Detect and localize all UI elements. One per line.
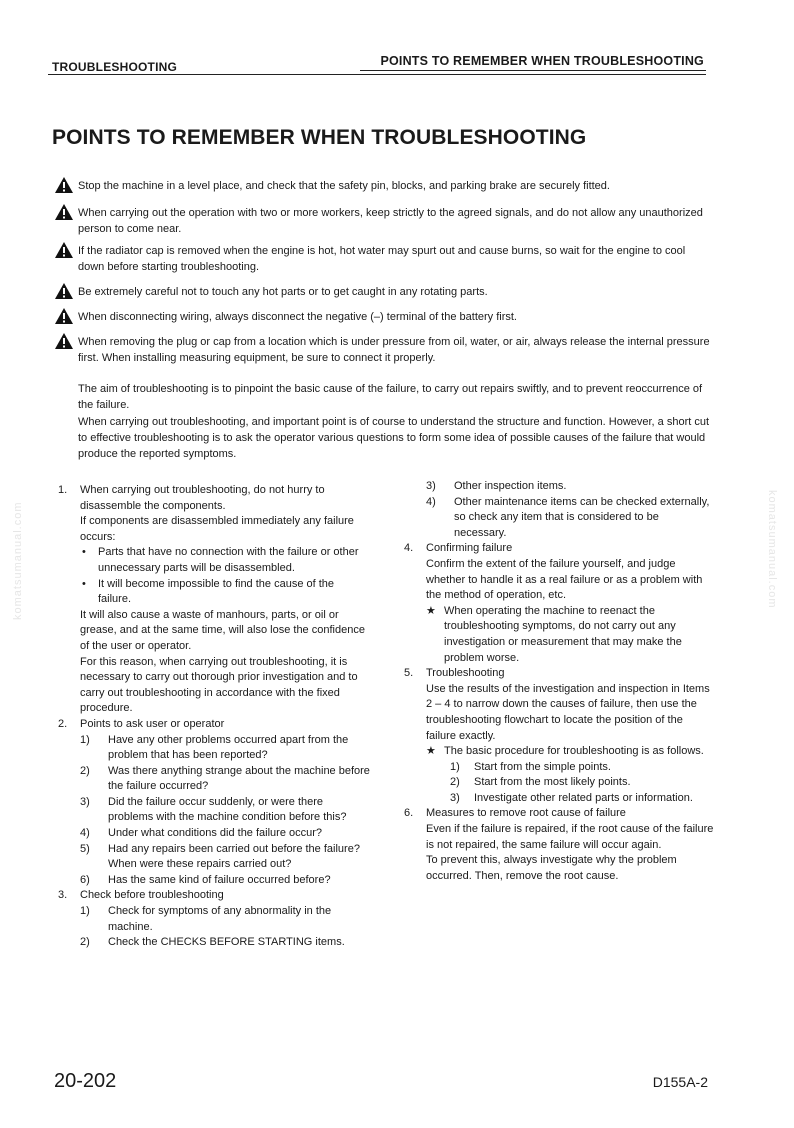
note-text: When operating the machine to reenact the troubleshooting symptoms, do not carry out any investigation or measurement that may make the problem worse. — [444, 604, 682, 664]
section-title-text: Troubleshooting — [426, 667, 505, 680]
warning-item — [54, 243, 714, 275]
section-4-title — [404, 541, 714, 557]
section-title-text: Check before troubleshooting — [80, 889, 224, 902]
list-item — [58, 857, 370, 873]
warning-icon — [54, 241, 74, 259]
list-item — [404, 760, 714, 776]
section-number: 2. — [58, 717, 68, 730]
section-5-text: Use the results of the investigation and inspection in Items 2 – 4 to narrow down the causes of failure, then use the troubleshooting flowchart to locate the position of the failure exactly. — [426, 682, 710, 742]
item-text: Under what conditions did the failure occur? — [108, 827, 323, 840]
star-icon: ★ — [426, 745, 436, 758]
list-item — [58, 935, 370, 951]
warning-text: If the radiator cap is removed when the engine is hot, hot water may spurt out and cause burns, so wait for the engine to cool down before starting troubleshooting. — [78, 245, 686, 273]
warning-item — [54, 334, 714, 366]
section-title-text: Measures to remove root cause of failure — [426, 807, 626, 820]
list-item — [404, 775, 714, 791]
warning-item — [54, 178, 714, 194]
item-number: 1) — [80, 733, 90, 746]
section-title-text: When carrying out troubleshooting, do not hurry to disassemble the components. — [80, 484, 325, 512]
section-6-title — [404, 806, 714, 822]
bullet-icon: • — [82, 577, 86, 590]
page-title: POINTS TO REMEMBER WHEN TROUBLESHOOTING — [52, 126, 587, 149]
item-text: Start from the most likely points. — [474, 776, 631, 789]
warning-icon — [54, 332, 74, 350]
header-topic: POINTS TO REMEMBER WHEN TROUBLESHOOTING — [380, 54, 704, 68]
section-number: 5. — [404, 667, 414, 680]
section-number: 3. — [58, 889, 68, 902]
list-item — [58, 733, 370, 764]
list-item — [58, 795, 370, 826]
bullet-item — [58, 545, 370, 576]
section-title-text: Confirming failure — [426, 542, 513, 555]
watermark-left: komatsumanual.com — [12, 501, 24, 620]
item-number: 1) — [80, 905, 90, 918]
bullet-icon: • — [82, 546, 86, 559]
warning-text: When carrying out the operation with two or more workers, keep strictly to the agreed signals, and do not allow any unauthorized person to come near. — [78, 207, 703, 235]
item-text: Other maintenance items can be checked externally, so check any item that is considered to be necessary. — [454, 495, 710, 539]
header-section: TROUBLESHOOTING — [52, 60, 177, 74]
item-text: Check for symptoms of any abnormality in the machine. — [108, 905, 332, 933]
item-number: 5) — [80, 842, 90, 855]
item-number: 3) — [450, 791, 460, 804]
list-item — [58, 764, 370, 795]
item-number: 4) — [80, 827, 90, 840]
item-text: Was there anything strange about the machine before the failure occurred? — [108, 764, 370, 793]
warning-text: When removing the plug or cap from a location which is under pressure from oil, water, or air, always release the internal pressure first. When installing measuring equipment, be sure to connect it properly. — [78, 336, 710, 364]
item-number: 3) — [80, 795, 90, 808]
warning-icon — [54, 176, 74, 194]
section-4-text: Confirm the extent of the failure yourself, and judge whether to handle it as a real failure or as a problem with the method of operation, etc. — [426, 557, 703, 602]
warning-icon — [54, 203, 74, 221]
list-item — [58, 873, 370, 889]
item-text: Did the failure occur suddenly, or were there problems with the machine condition before this? — [108, 795, 347, 824]
note-item — [404, 604, 714, 666]
left-column — [58, 483, 370, 951]
section-3-title — [58, 888, 370, 904]
section-5-title — [404, 666, 714, 682]
section-1-text-2: It will also cause a waste of manhours, parts, or oil or grease, and at the same time, will also lose the confidence of the user or operator. — [80, 608, 365, 652]
note-text: The basic procedure for troubleshooting is as follows. — [444, 745, 704, 758]
warning-text: Be extremely careful not to touch any hot parts or to get caught in any rotating parts. — [78, 286, 488, 298]
section-1-text: If components are disassembled immediately any failure occurs: — [80, 515, 354, 543]
item-text: Has the same kind of failure occurred before? — [108, 873, 331, 886]
section-6-text: Even if the failure is repaired, if the root cause of the failure is not repaired, the same failure will occur again. — [426, 823, 714, 851]
item-number: 6) — [80, 873, 90, 886]
right-column — [404, 479, 714, 884]
section-number: 6. — [404, 807, 414, 820]
section-6-text-2: To prevent this, always investigate why the problem occurred. Then, remove the root cause. — [426, 854, 677, 882]
header-rule-upper — [360, 70, 706, 71]
item-text: Investigate other related parts or information. — [474, 791, 693, 804]
warning-item — [54, 309, 714, 325]
warning-icon — [54, 282, 74, 300]
list-item — [58, 826, 370, 842]
section-1-title — [58, 483, 370, 514]
intro-paragraph: When carrying out troubleshooting, and important point is of course to understand the structure and function. However, a short cut to effective troubleshooting is to ask the operator various questions to form some idea of possible causes of the failure that would produce the reported symptoms. — [78, 416, 710, 460]
section-1-text-3: For this reason, when carrying out troubleshooting, it is necessary to carry out thorough prior investigation and to carry out troubleshooting in accordance with the fixed procedure. — [80, 655, 358, 715]
list-item — [58, 904, 370, 935]
list-item — [404, 791, 714, 807]
item-number: 2) — [450, 776, 460, 789]
watermark-right: komatsumanual.com — [766, 490, 778, 609]
item-number: 1) — [450, 760, 460, 773]
section-number: 1. — [58, 484, 68, 496]
item-text: Other inspection items. — [454, 480, 567, 492]
section-title-text: Points to ask user or operator — [80, 717, 225, 730]
item-text: Start from the simple points. — [474, 760, 611, 773]
page-number: 20-202 — [54, 1070, 117, 1092]
list-item — [404, 495, 714, 542]
item-number: 2) — [80, 936, 90, 949]
item-number: 2) — [80, 764, 90, 777]
list-item — [58, 842, 370, 858]
item-text: Have any other problems occurred apart from the problem that has been reported? — [108, 733, 349, 762]
warning-icon — [54, 307, 74, 325]
warning-text: Stop the machine in a level place, and check that the safety pin, blocks, and parking brake are securely fitted. — [78, 180, 610, 192]
section-2-title — [58, 717, 370, 733]
list-item — [404, 479, 714, 495]
header-rule — [48, 74, 706, 75]
bullet-item — [58, 577, 370, 608]
item-text: When were these repairs carried out? — [108, 858, 292, 871]
bullet-text: It will become impossible to find the cause of the failure. — [98, 577, 335, 606]
model-code: D155A-2 — [652, 1074, 708, 1090]
intro-paragraph: The aim of troubleshooting is to pinpoint the basic cause of the failure, to carry out repairs swiftly, and to prevent reoccurrence of the failure. — [78, 383, 703, 411]
warning-item — [54, 205, 714, 237]
section-number: 4. — [404, 542, 414, 555]
bullet-text: Parts that have no connection with the failure or other unnecessary parts will be disassembled. — [98, 546, 359, 574]
item-text: Had any repairs been carried out before the failure? — [108, 842, 360, 855]
star-icon: ★ — [426, 604, 436, 617]
warning-item — [54, 284, 714, 300]
item-number: 3) — [426, 480, 436, 492]
note-item — [404, 744, 714, 760]
item-text: Check the CHECKS BEFORE STARTING items. — [108, 936, 345, 949]
warning-text: When disconnecting wiring, always disconnect the negative (–) terminal of the battery first. — [78, 311, 517, 323]
item-number: 4) — [426, 495, 436, 508]
